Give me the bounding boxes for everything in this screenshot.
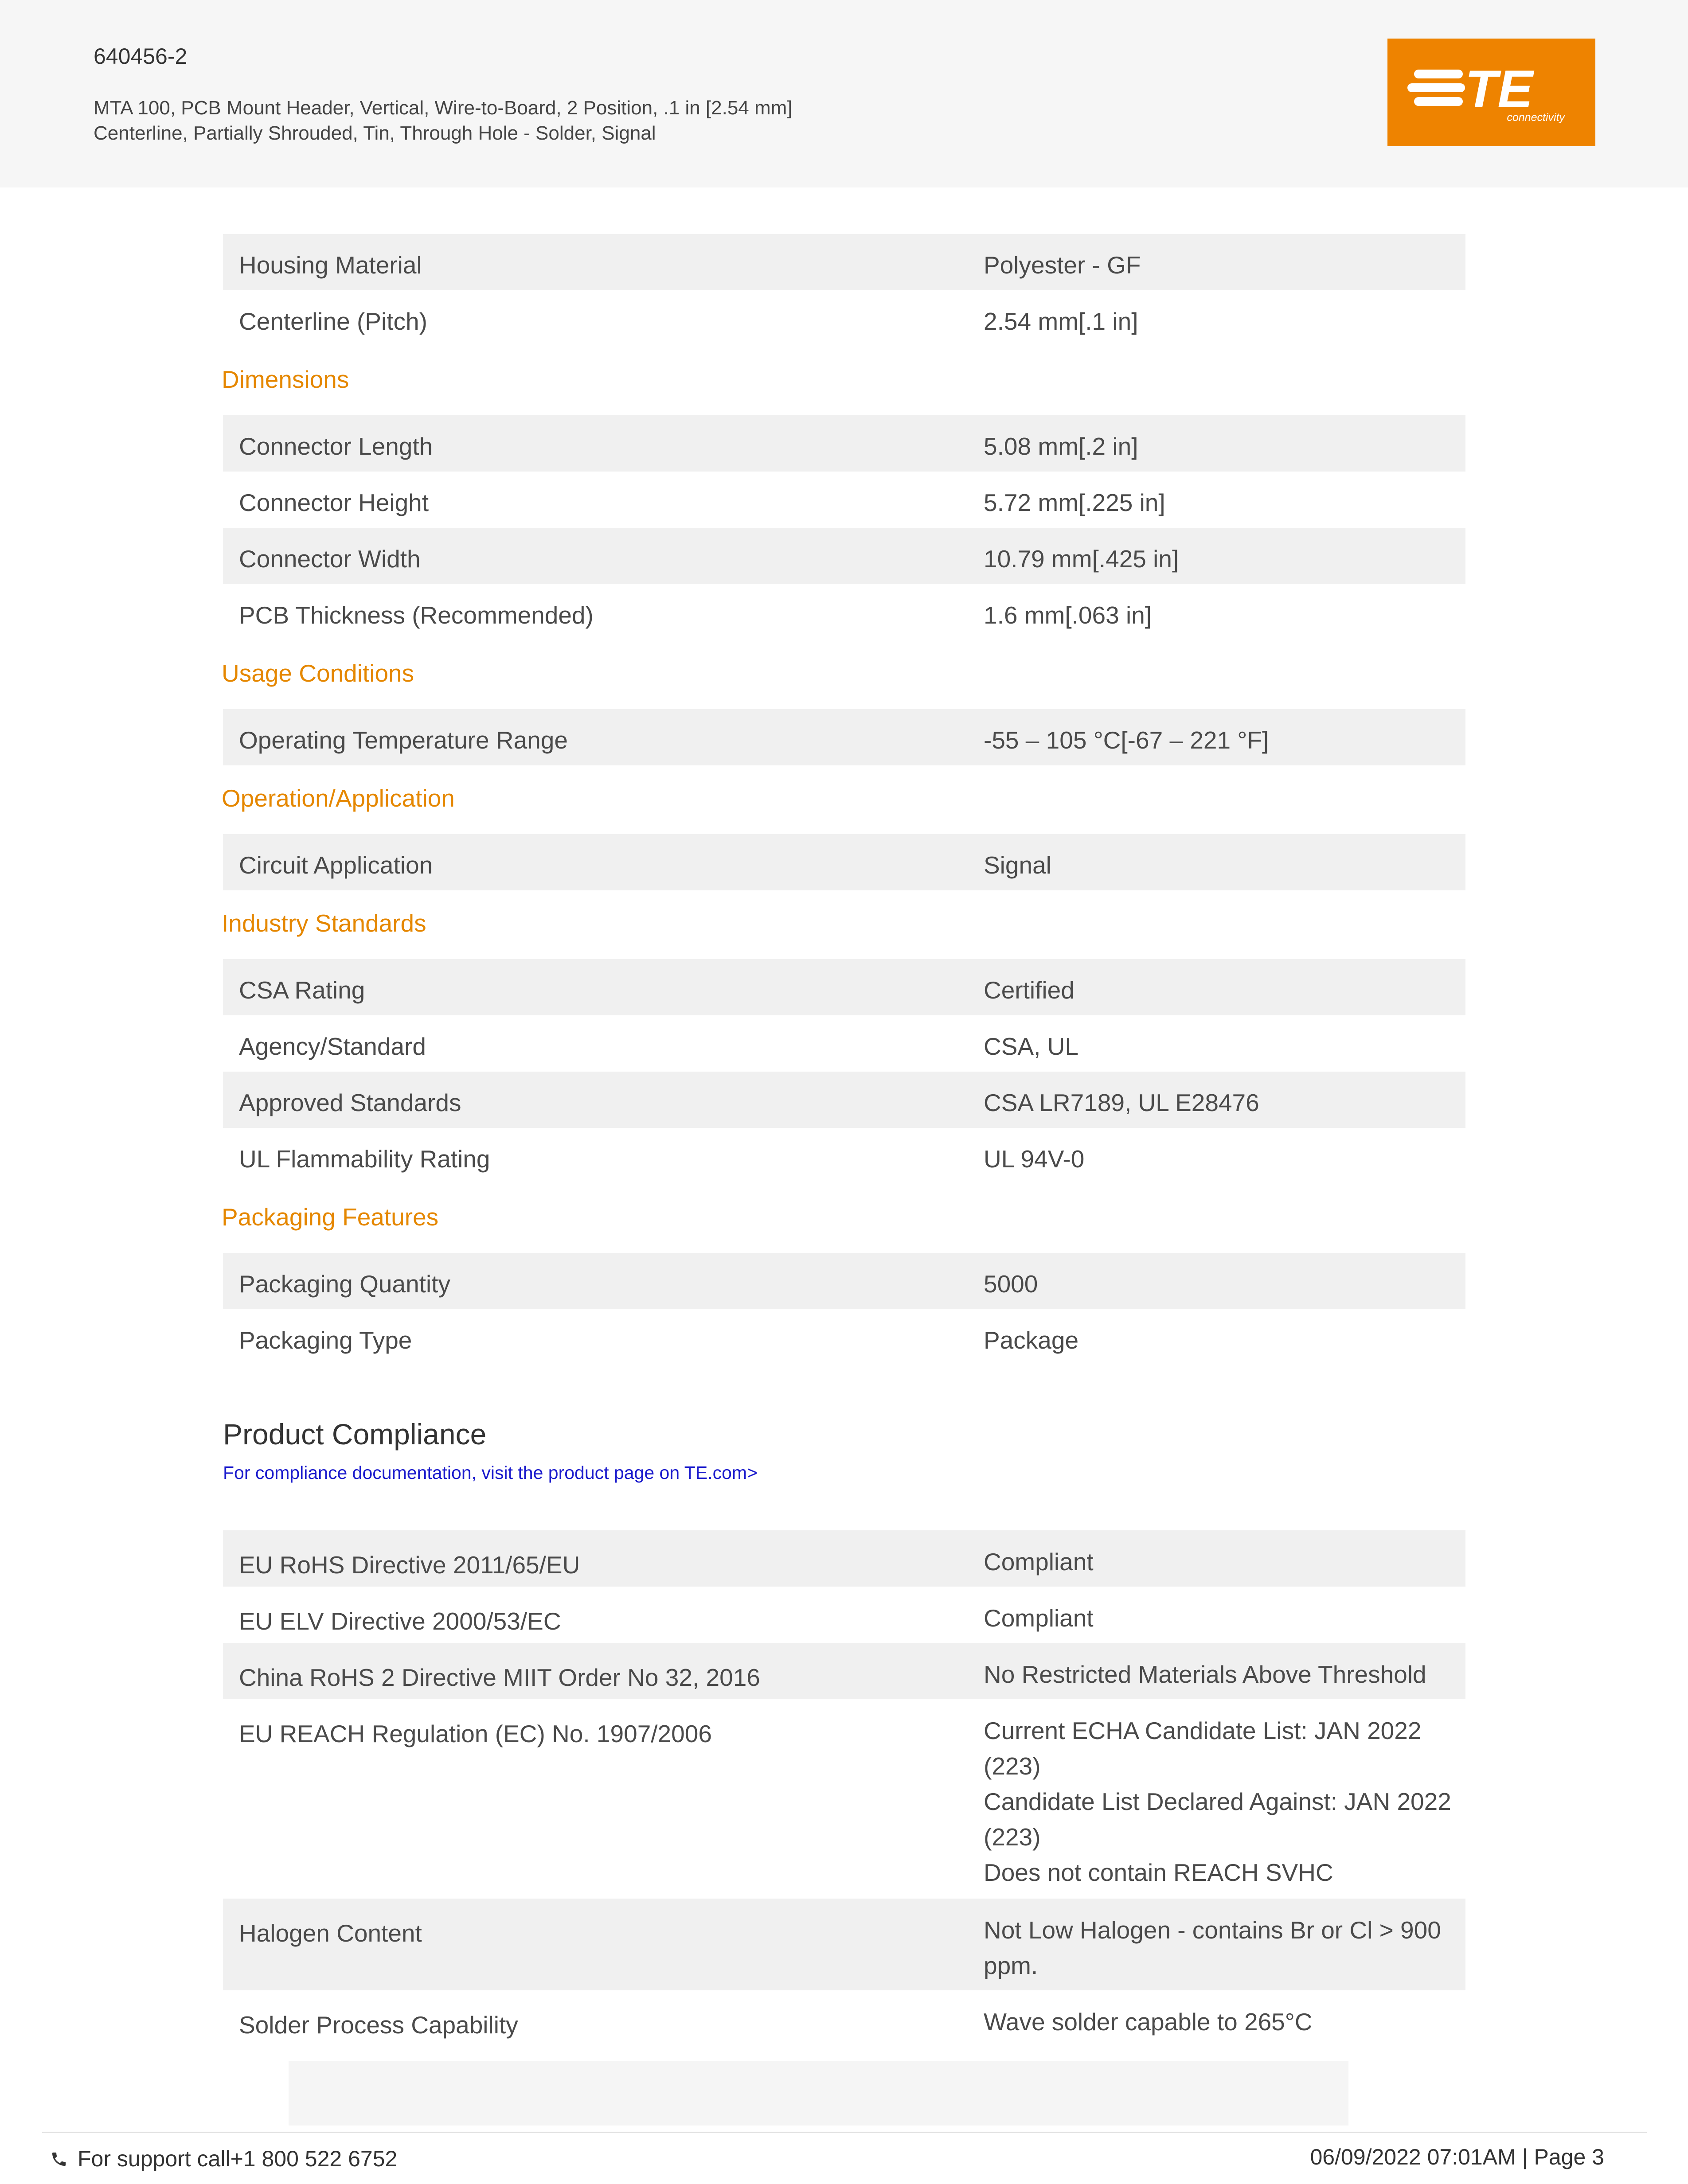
footer-divider	[42, 2132, 1647, 2133]
compliance-value: Compliant	[984, 1604, 1094, 1632]
spec-label: Housing Material	[239, 251, 422, 279]
compliance-row	[223, 1699, 1465, 1899]
compliance-row	[223, 1530, 1465, 1587]
section-heading-packaging-features: Packaging Features	[222, 1203, 439, 1231]
spec-row	[223, 584, 1465, 640]
compliance-value: Compliant	[984, 1548, 1094, 1576]
spec-row	[223, 1309, 1465, 1365]
compliance-row	[223, 1990, 1465, 2047]
spec-row	[223, 1128, 1465, 1184]
spec-row	[223, 1253, 1465, 1309]
section-heading-usage-conditions: Usage Conditions	[222, 659, 414, 687]
spec-value: UL 94V-0	[984, 1145, 1085, 1173]
spec-value: 1.6 mm[.063 in]	[984, 601, 1152, 629]
spec-value: 5.08 mm[.2 in]	[984, 433, 1138, 460]
description-line-1: MTA 100, PCB Mount Header, Vertical, Wire-to-Board, 2 Position, .1 in [2.54 mm]	[94, 97, 793, 119]
spec-row	[223, 1072, 1465, 1128]
footer-timestamp: 06/09/2022 07:01AM | Page 3	[1310, 2145, 1604, 2169]
spec-row	[223, 415, 1465, 472]
spec-row	[223, 834, 1465, 890]
spec-label: Agency/Standard	[239, 1033, 426, 1060]
spec-value: Package	[984, 1326, 1079, 1354]
spec-label: UL Flammability Rating	[239, 1145, 490, 1173]
compliance-label: EU ELV Directive 2000/53/EC	[239, 1607, 561, 1635]
spec-value: 2.54 mm[.1 in]	[984, 308, 1138, 335]
compliance-label: EU REACH Regulation (EC) No. 1907/2006	[239, 1720, 712, 1747]
logo-text: TE	[1465, 59, 1533, 119]
compliance-row	[223, 1587, 1465, 1643]
compliance-row	[223, 1899, 1465, 1990]
compliance-label: Solder Process Capability	[239, 2011, 518, 2039]
compliance-documentation-link[interactable]: For compliance documentation, visit the product page on TE.com>	[223, 1462, 758, 1483]
specifications-table	[223, 234, 1465, 1365]
compliance-value: No Restricted Materials Above Threshold	[984, 1661, 1426, 1688]
compliance-row	[223, 1643, 1465, 1699]
spec-row	[223, 290, 1465, 347]
te-connectivity-logo	[1387, 39, 1595, 146]
page-header	[0, 0, 1688, 187]
compliance-label: EU RoHS Directive 2011/65/EU	[239, 1551, 580, 1579]
spec-label: Connector Width	[239, 545, 421, 573]
spec-label: Packaging Type	[239, 1326, 412, 1354]
support-text: For support call+1 800 522 6752	[78, 2146, 398, 2171]
spec-value: Certified	[984, 976, 1075, 1004]
spec-value: -55 – 105 °C[-67 – 221 °F]	[984, 726, 1269, 754]
product-description	[94, 95, 1246, 146]
spec-value: 10.79 mm[.425 in]	[984, 545, 1179, 573]
compliance-heading: Product Compliance	[223, 1418, 487, 1451]
spec-value: 5.72 mm[.225 in]	[984, 489, 1165, 516]
section-heading-industry-standards: Industry Standards	[222, 909, 426, 937]
spec-value: Polyester - GF	[984, 251, 1141, 279]
support-phone	[50, 2146, 397, 2172]
spec-row	[223, 709, 1465, 765]
compliance-value: Wave solder capable to 265°C	[984, 2008, 1313, 2036]
section-heading-operation-application: Operation/Application	[222, 784, 455, 812]
compliance-value: Current ECHA Candidate List: JAN 2022 (223) Candidate List Declared Against: JAN 2022 (223) Does not contain REACH SVHC	[984, 1717, 1451, 1886]
spec-label: Operating Temperature Range	[239, 726, 568, 754]
te-logo-mark	[1387, 39, 1595, 146]
section-heading-dimensions: Dimensions	[222, 366, 349, 393]
spec-label: Connector Height	[239, 489, 429, 516]
phone-icon	[50, 2150, 68, 2168]
compliance-label: Halogen Content	[239, 1919, 422, 1947]
spec-row	[223, 1015, 1465, 1072]
logo-subtext: connectivity	[1507, 111, 1565, 124]
spec-label: Packaging Quantity	[239, 1270, 450, 1298]
compliance-value: Not Low Halogen - contains Br or Cl > 900 ppm.	[984, 1916, 1441, 1979]
part-number: 640456-2	[94, 44, 188, 69]
spec-label: PCB Thickness (Recommended)	[239, 601, 594, 629]
spec-label: Centerline (Pitch)	[239, 308, 427, 335]
blank-panel	[289, 2061, 1348, 2126]
spec-label: CSA Rating	[239, 976, 365, 1004]
spec-label: Circuit Application	[239, 851, 433, 879]
spec-row	[223, 959, 1465, 1015]
compliance-table	[223, 1530, 1465, 2047]
description-line-2: Centerline, Partially Shrouded, Tin, Through Hole - Solder, Signal	[94, 122, 656, 144]
compliance-label: China RoHS 2 Directive MIIT Order No 32, 2016	[239, 1664, 760, 1691]
spec-value: Signal	[984, 851, 1051, 879]
spec-value: 5000	[984, 1270, 1038, 1298]
spec-row	[223, 234, 1465, 290]
spec-value: CSA, UL	[984, 1033, 1078, 1060]
spec-row	[223, 528, 1465, 584]
spec-label: Approved Standards	[239, 1089, 461, 1116]
spec-row	[223, 472, 1465, 528]
spec-label: Connector Length	[239, 433, 433, 460]
spec-value: CSA LR7189, UL E28476	[984, 1089, 1259, 1116]
